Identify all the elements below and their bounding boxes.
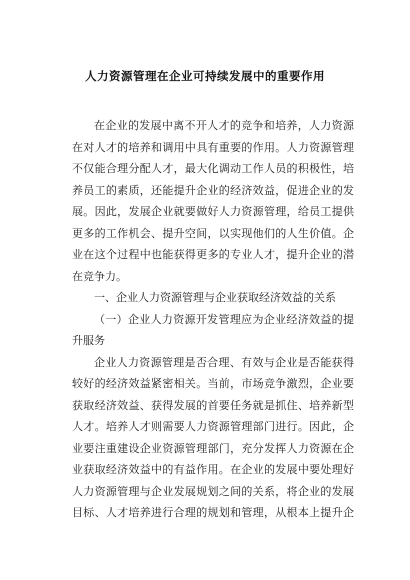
text-line: 人力资源管理与企业发展规划之间的关系，将企业的发展 — [72, 484, 354, 498]
text-line: 养员工的素质，还能提升企业的经济效益，促进企业的发 — [72, 183, 354, 197]
document-title: 人力资源管理在企业可持续发展中的重要作用 — [85, 69, 325, 83]
text-line: 业获取经济效益中的有益作用。在企业的发展中要处理好 — [72, 463, 354, 476]
text-line: 在企业的发展中离不开人才的竞争和培养，人力资源 — [94, 119, 354, 132]
text-line: 目标、人才培养进行合理的规划和管理，从根本上提升企 — [72, 506, 354, 519]
text-line: 展。因此，发展企业就要做好人力资源管理，给员工提供 — [72, 205, 354, 218]
text-line: 在竞争力。 — [72, 269, 127, 283]
text-line: 不仅能合理分配人才，最大化调动工作人员的积极性，培 — [72, 162, 354, 175]
text-line: 一、企业人力资源管理与企业获取经济效益的关系 — [94, 291, 336, 304]
text-line: 升服务 — [72, 334, 105, 347]
text-line: 在对人才的培养和调用中具有重要的作用。人力资源管理 — [72, 140, 354, 154]
text-line: 更多的工作机会、提升空间，以实现他们的人生价值。企 — [72, 226, 354, 240]
text-line: 业在这个过程中也能获得更多的专业人才，提升企业的潜 — [72, 248, 354, 261]
text-line: 企业人力资源管理是否合理、有效与企业是否能获得 — [94, 355, 354, 369]
text-line: 业要注重建设企业资源管理部门，充分发挥人力资源在企 — [72, 441, 354, 455]
text-line: 人才。培养人才则需要人力资源管理部门进行。因此，企 — [72, 420, 354, 433]
document-body — [72, 115, 354, 524]
text-line: （一）企业人力资源开发管理应为企业经济效益的提 — [94, 312, 354, 326]
text-line: 获取经济效益、获得发展的首要任务就是抓住、培养新型 — [72, 398, 354, 412]
text-line: 较好的经济效益紧密相关。当前，市场竞争激烈，企业要 — [72, 377, 354, 390]
